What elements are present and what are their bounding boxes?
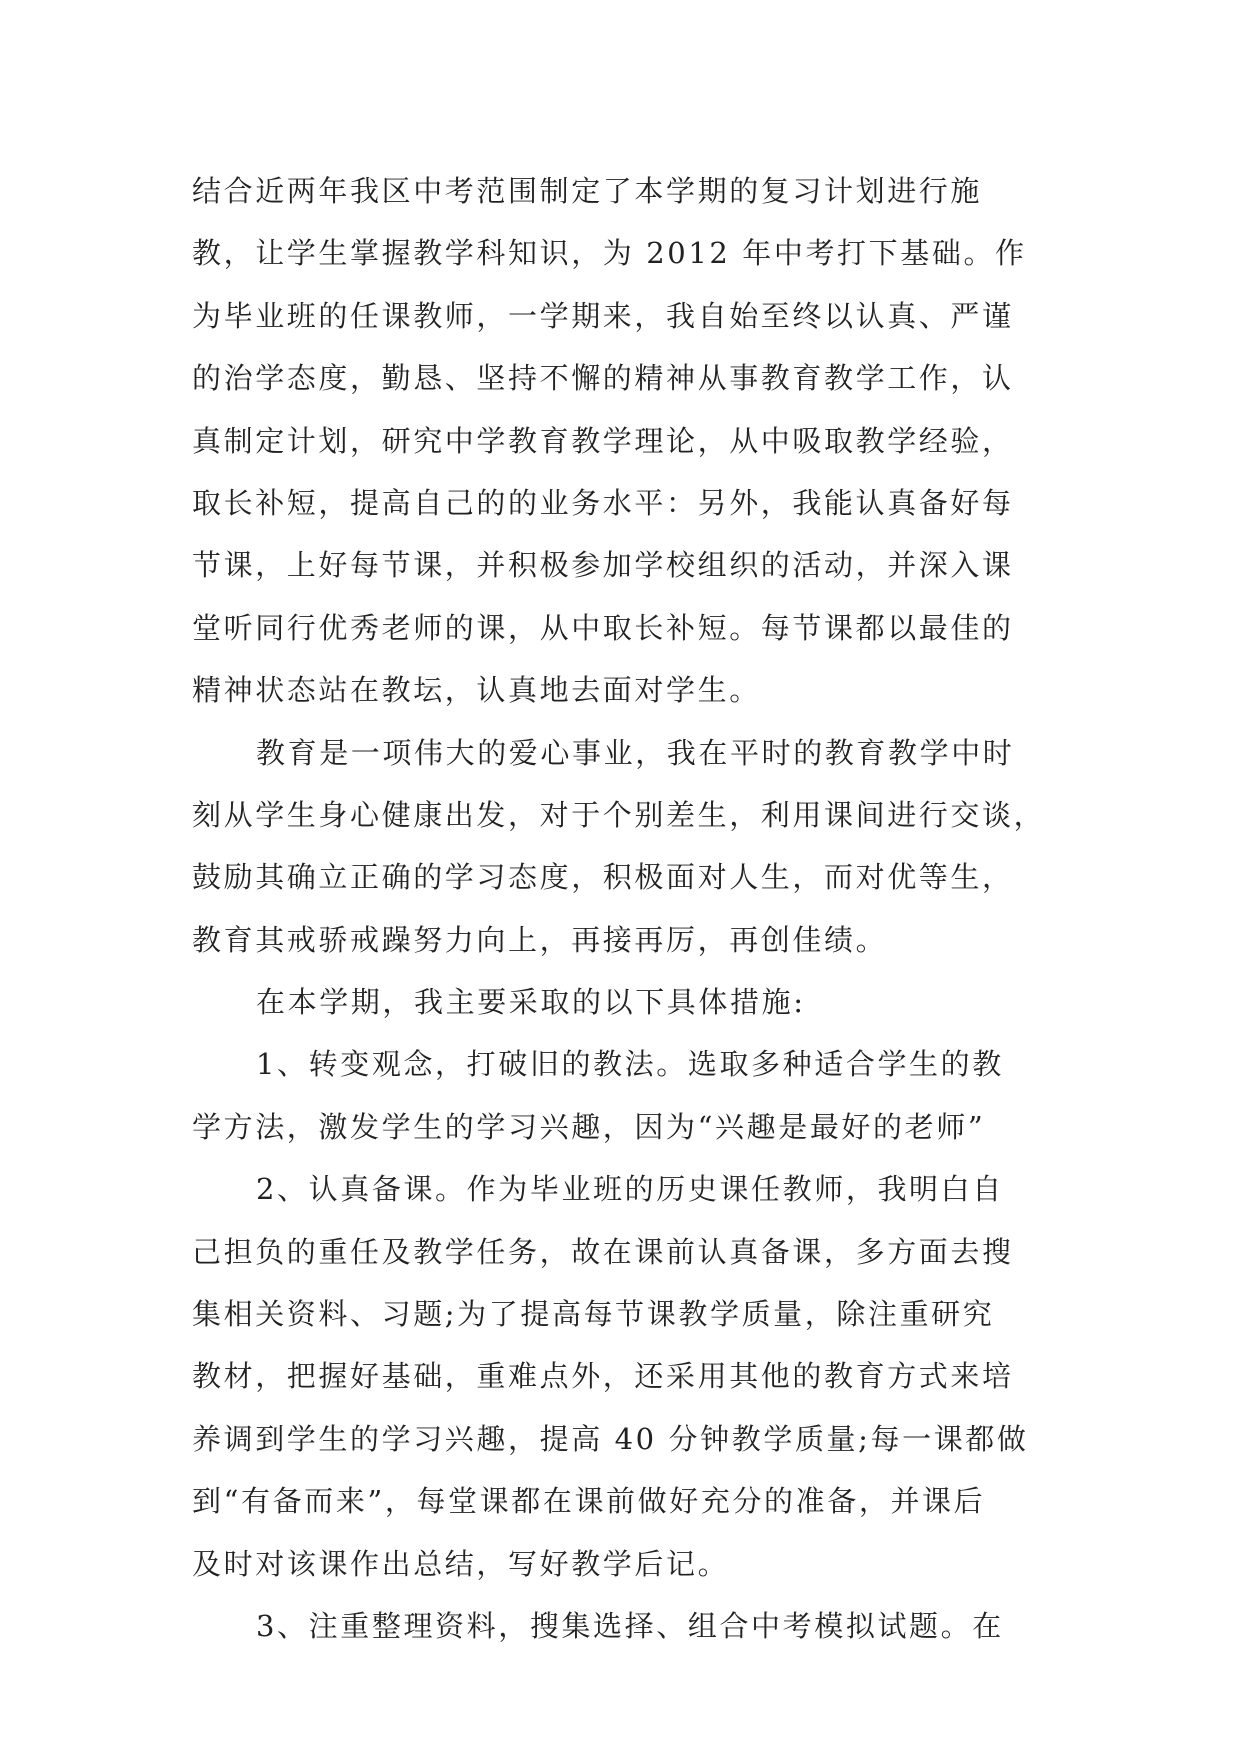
text-line: 的治学态度，勤恳、坚持不懈的精神从事教育教学工作，认	[192, 361, 1014, 396]
text-line: 教材，把握好基础，重难点外，还采用其他的教育方式来培	[192, 1359, 1014, 1394]
text-line: 为毕业班的任课教师，一学期来，我自始至终以认真、严谨	[192, 298, 1014, 333]
text-line: 堂听同行优秀老师的课，从中取长补短。每节课都以最佳的	[192, 610, 1014, 645]
text-line: 取长补短，提高自己的的业务水平：另外，我能认真备好每	[192, 485, 1014, 520]
paragraph-first-line: 在本学期，我主要采取的以下具体措施:	[256, 985, 806, 1020]
text-line: 真制定计划，研究中学教育教学理论，从中吸取教学经验，	[192, 423, 1014, 458]
text-line: 己担负的重任及教学任务，故在课前认真备课，多方面去搜	[192, 1234, 1014, 1269]
text-line: 结合近两年我区中考范围制定了本学期的复习计划进行施	[192, 174, 983, 208]
text-line: 到“有备而来”，每堂课都在课前做好充分的准备，并课后	[192, 1484, 986, 1519]
text-line: 精神状态站在教坛，认真地去面对学生。	[192, 673, 761, 708]
text-line: 集相关资料、习题;为了提高每节课教学质量，除注重研究	[192, 1297, 995, 1332]
text-line: 教，让学生掌握教学科知识，为 2012 年中考打下基础。作	[192, 236, 1027, 271]
text-line: 刻从学生身心健康出发，对于个别差生，利用课间进行交谈，	[192, 797, 1046, 832]
text-line: 鼓励其确立正确的学习态度，积极面对人生，而对优等生，	[192, 860, 1014, 895]
document-body	[192, 160, 1062, 1657]
paragraph-first-line: 2、认真备课。作为毕业班的历史课任教师，我明白自	[256, 1172, 1004, 1207]
paragraph-first-line: 1、转变观念，打破旧的教法。选取多种适合学生的教	[256, 1047, 1004, 1082]
paragraph-first-line: 3、注重整理资料，搜集选择、组合中考模拟试题。在	[256, 1608, 1004, 1643]
paragraph-first-line: 教育是一项伟大的爱心事业，我在平时的教育教学中时	[256, 735, 1015, 770]
text-line: 节课，上好每节课，并积极参加学校组织的活动，并深入课	[192, 548, 1014, 583]
text-line: 教育其戒骄戒躁努力向上，再接再厉，再创佳绩。	[192, 922, 888, 957]
text-line: 学方法，激发学生的学习兴趣，因为“兴趣是最好的老师”	[192, 1109, 986, 1144]
text-line: 养调到学生的学习兴趣，提高 40 分钟教学质量;每一课都做	[192, 1421, 1029, 1456]
text-line: 及时对该课作出总结，写好教学后记。	[192, 1546, 730, 1581]
